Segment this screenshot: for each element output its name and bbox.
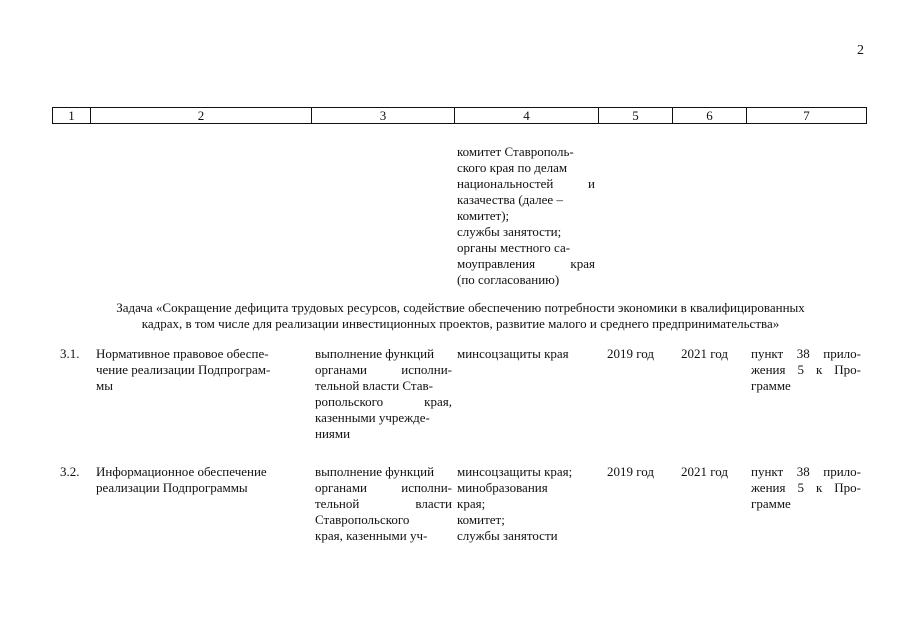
text-word: ского края по делам [457,160,568,175]
table-header-row [52,107,867,124]
header-col-1: 1 [53,108,91,123]
header-col-7: 7 [803,108,810,123]
text-word: Нормативное правовое обеспе- [96,346,269,361]
text-line [96,362,296,378]
text-word: 5 [797,362,804,377]
text-line [457,464,595,480]
text-word: органами [315,480,368,495]
text-word: казенными учрежде- [315,410,430,425]
text-line [751,346,861,362]
text-word: органы местного са- [457,240,571,255]
text-line [457,480,595,496]
text-line [751,496,861,512]
text-word: выполнение функций [315,464,435,479]
text-line [751,362,861,378]
text-line [457,528,595,544]
row-3-2-form [315,464,452,544]
text-word: минсоцзащиты края [457,346,569,361]
task-heading-line-2: кадрах, в том числе для реализации инвестиционных проектов, развитие малого и среднего предпринимательства» [141,316,780,331]
text-word: комитет); [457,208,510,223]
row-3-2-number: 3.2. [60,464,80,479]
text-line [751,378,861,394]
text-word: пункт [751,346,784,361]
text-line [457,256,595,272]
text-line [315,464,452,480]
row-3-1-number: 3.1. [60,346,80,361]
text-line [315,378,452,394]
row-3-1-basis [751,346,861,394]
text-word: к [815,480,823,495]
text-line [315,346,452,362]
text-line [96,378,296,394]
text-word: Про- [834,362,861,377]
text-word: к [815,362,823,377]
text-line [457,346,595,362]
text-line [96,346,296,362]
header-col-5: 5 [599,108,673,123]
text-word: национальностей [457,176,554,191]
text-line [457,192,595,208]
text-word: и [588,176,595,191]
text-word: края [570,256,595,271]
text-word: органами [315,362,368,377]
text-word: комитет; [457,512,505,527]
row-3-1-name [96,346,296,394]
text-word: (по согласованию) [457,272,560,287]
text-word: жения [751,480,786,495]
row-3-1-form [315,346,452,442]
task-heading-line-1: Задача «Сокращение дефицита трудовых ресурсов, содействие обеспечению потребности экономики в квалифицированных [116,300,805,315]
text-line [457,496,595,512]
text-line [457,272,595,288]
text-word: пункт [751,464,784,479]
header-col-6: 6 [673,108,747,123]
text-word: выполнение функций [315,346,435,361]
header-col-3: 3 [312,108,455,123]
text-word: службы занятости [457,528,558,543]
text-line [315,426,452,442]
row-3-2-basis [751,464,861,512]
text-word: реализации Подпрограммы [96,480,248,495]
text-line [457,512,595,528]
text-word: службы занятости; [457,224,562,239]
text-word: 5 [797,480,804,495]
text-line [457,240,595,256]
text-word: тельной [315,496,360,511]
text-line [457,224,595,240]
text-line [457,160,595,176]
text-word: Про- [834,480,861,495]
text-word: грамме [751,378,791,393]
text-word: прило- [823,464,861,479]
text-word: моуправления [457,256,536,271]
text-line [457,176,595,192]
text-line [751,480,861,496]
text-line [315,512,452,528]
text-word: 38 [796,346,810,361]
text-line [315,528,452,544]
row-3-2-name [96,464,296,496]
text-line [315,362,452,378]
text-word: прило- [823,346,861,361]
text-word: тельной власти Став- [315,378,433,393]
text-line [315,394,452,410]
text-word: 38 [796,464,810,479]
header-col-4: 4 [455,108,599,123]
text-word: грамме [751,496,791,511]
text-word: чение реализации Подпрограм- [96,362,271,377]
text-word: ропольского [315,394,384,409]
text-line [315,496,452,512]
header-col-2: 2 [91,108,312,123]
text-word: ниями [315,426,351,441]
row-3-1-executors [457,346,595,362]
text-word: минсоцзащиты края; [457,464,573,479]
text-line [315,480,452,496]
text-word: края, казенными уч- [315,528,428,543]
page-number: 2 [857,43,864,58]
text-line [96,480,296,496]
row-3-2-end: 2021 год [681,464,728,479]
text-word: жения [751,362,786,377]
row-3-1-end: 2021 год [681,346,728,361]
row-3-2-start: 2019 год [607,464,654,479]
text-word: власти [415,496,452,511]
text-word: комитет Ставрополь- [457,144,574,159]
text-word: казачества (далее – [457,192,563,207]
text-word: исполни- [401,362,452,377]
text-word: Информационное обеспечение [96,464,267,479]
continuation-executors [457,144,595,288]
text-word: края; [457,496,486,511]
text-line [457,144,595,160]
text-line [751,464,861,480]
row-3-2-executors [457,464,595,544]
text-line [96,464,296,480]
text-word: Ставропольского [315,512,410,527]
text-word: мы [96,378,113,393]
text-line [457,208,595,224]
text-line [315,410,452,426]
text-word: минобразования [457,480,548,495]
task-heading [48,300,873,332]
row-3-1-start: 2019 год [607,346,654,361]
text-word: исполни- [401,480,452,495]
text-word: края, [424,394,452,409]
